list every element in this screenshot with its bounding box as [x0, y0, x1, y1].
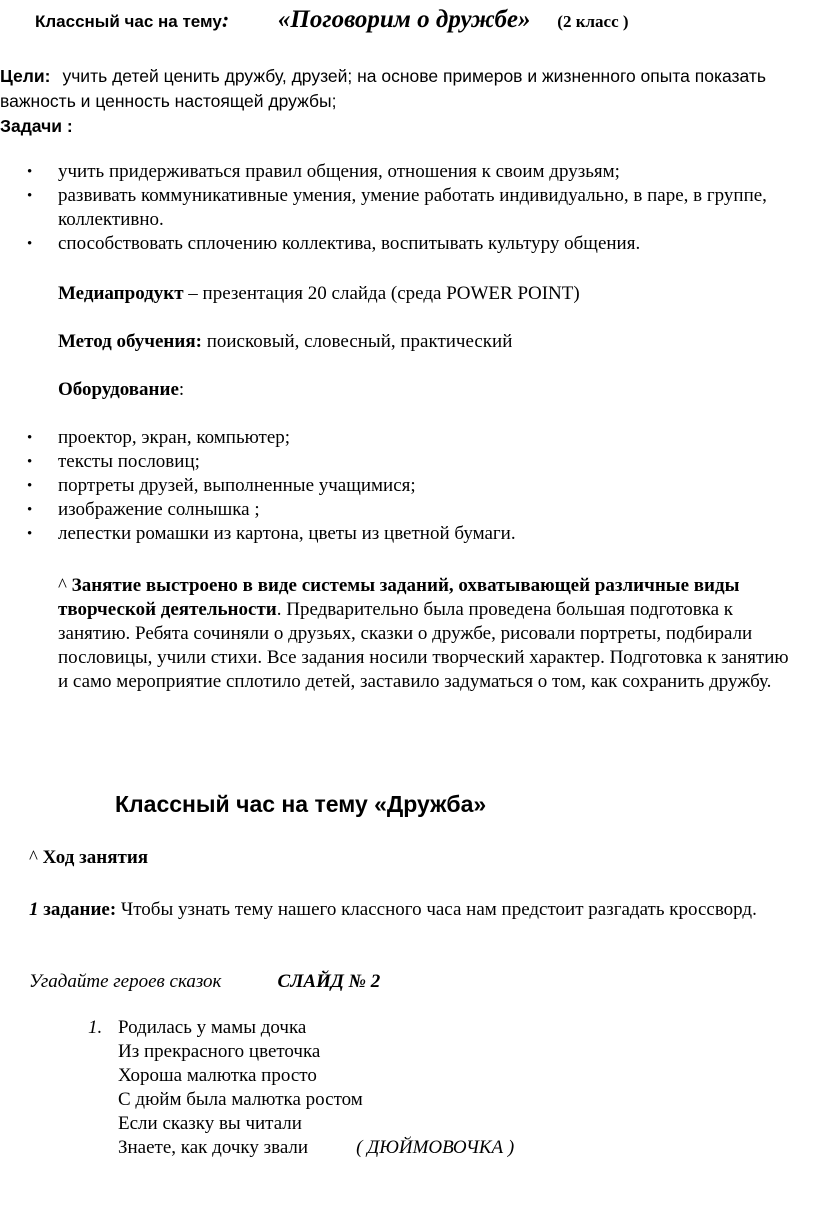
riddle-poem — [88, 1016, 514, 1160]
list-item: • лепестки ромашки из картона, цветы из цветной бумаги. — [0, 522, 800, 546]
method-text: поисковый, словесный, практический — [201, 331, 513, 352]
tasks-label: Задачи : — [0, 116, 73, 136]
section-title: Классный час на тему «Дружба» — [115, 791, 487, 817]
equipment-colon: : — [178, 379, 185, 400]
poem-number: 1. — [88, 1017, 103, 1038]
poem-answer: ( ДЮЙМОВОЧКА ) — [356, 1137, 515, 1158]
list-item: • способствовать сплочению коллектива, воспитывать культуру общения. — [0, 232, 800, 256]
list-item: • изображение солнышка ; — [0, 498, 800, 522]
media-line — [58, 282, 580, 306]
task1-label: задание: — [38, 899, 117, 920]
description-paragraph — [58, 574, 798, 694]
goals-block — [0, 64, 800, 139]
list-item: • учить придерживаться правил общения, отношения к своим друзьям; — [0, 160, 800, 184]
poem-line: 1. Родилась у мамы дочка — [88, 1017, 307, 1038]
list-item: • тексты пословиц; — [0, 450, 800, 474]
method-line — [58, 330, 512, 354]
task-one — [29, 898, 789, 922]
list-item: • проектор, экран, компьютер; — [0, 426, 800, 450]
course-label: Ход занятия — [42, 847, 149, 868]
media-text: – презентация 20 слайда (среда POWER POINT) — [183, 283, 580, 304]
equipment-list-block — [0, 426, 800, 546]
header-grade: (2 класс ) — [557, 12, 629, 31]
method-label: Метод обучения: — [58, 331, 202, 352]
tasks-list-block — [0, 160, 800, 256]
slide-label: СЛАЙД № 2 — [277, 971, 381, 992]
course-heading — [29, 846, 148, 870]
poem-line: Если сказку вы читали — [118, 1113, 302, 1134]
paragraph-bold: Занятие выстроено в виде системы заданий, охватывающей различные виды творческой деятельности — [58, 575, 740, 620]
poem-line: Хороша малютка просто — [118, 1065, 317, 1086]
equipment-heading — [58, 378, 184, 402]
poem-line: С дюйм была малютка ростом — [118, 1089, 363, 1110]
media-label: Медиапродукт — [58, 283, 184, 304]
equipment-list — [0, 426, 800, 546]
header-lead: Классный час на тему — [35, 12, 222, 31]
goals-text: учить детей ценить дружбу, друзей; на основе примеров и жизненного опыта показать важность и ценность настоящей дружбы; — [0, 66, 767, 111]
paragraph-text: . Предварительно была проведена большая подготовка к занятию. Ребята сочиняли о друзьях, сказки о дружбе, рисовали портреты, подбирали пословицы, учили стихи. Все задания носили творческий характер. Подготовка к занятию и само мероприятие сплотило детей, заставило задуматься о том, как сохранить дружбу. — [58, 599, 789, 692]
header-topic: «Поговорим о дружбе» — [277, 6, 531, 33]
task1-num: 1 — [29, 899, 39, 920]
list-item: • развивать коммуникативные умения, умение работать индивидуально, в паре, в группе, коллективно. — [0, 184, 800, 232]
task1-text: Чтобы узнать тему нашего классного часа нам предстоит разгадать кроссворд. — [116, 899, 757, 920]
page-header — [35, 8, 629, 34]
guess-line — [29, 970, 380, 994]
poem-line: Из прекрасного цветочка — [118, 1041, 321, 1062]
guess-text: Угадайте героев сказок — [29, 971, 222, 992]
goals-label: Цели: — [0, 66, 51, 86]
equipment-label: Оборудование — [58, 379, 179, 400]
tasks-list — [0, 160, 800, 256]
course-caret: ^ — [29, 847, 43, 868]
header-colon: : — [221, 7, 230, 32]
paragraph-caret: ^ — [58, 575, 72, 596]
poem-line: Знаете, как дочку звали ( ДЮЙМОВОЧКА ) — [118, 1137, 515, 1158]
list-item: • портреты друзей, выполненные учащимися; — [0, 474, 800, 498]
